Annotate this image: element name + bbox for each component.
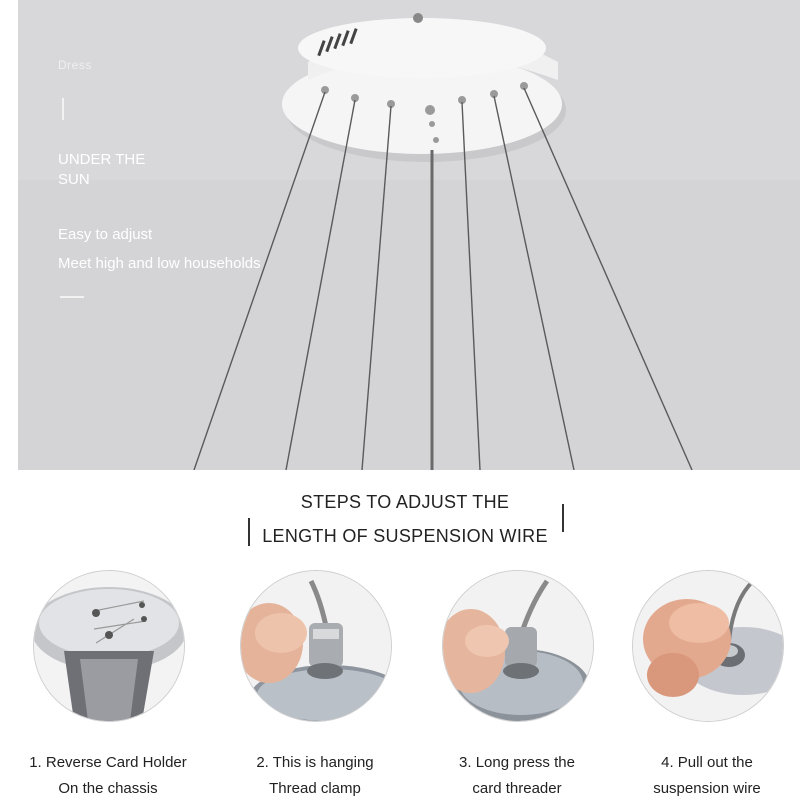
accent-vertical-bar <box>62 98 64 120</box>
hero-headline-line1: UNDER THE <box>58 151 146 168</box>
step-1-caption-line1: 1. Reverse Card Holder <box>29 754 187 771</box>
steps-title <box>244 484 566 554</box>
step-3-photo <box>442 570 594 722</box>
step-2-caption-line1: 2. This is hanging <box>256 754 374 771</box>
hero-subtitle-line1: Easy to adjust <box>58 226 153 243</box>
brand-label: Dress <box>58 58 92 72</box>
step-4-photo <box>632 570 784 722</box>
step-3-caption-line2: card threader <box>472 780 562 797</box>
hero-product-image <box>18 0 800 470</box>
step-3-caption <box>422 750 612 802</box>
step-1-photo <box>33 570 185 722</box>
card-threader-photo <box>443 571 593 721</box>
pull-wire-photo <box>633 571 783 721</box>
chassis-card-holder-photo <box>34 571 184 721</box>
step-2-caption-line2: Thread clamp <box>269 780 361 797</box>
step-2-photo <box>240 570 392 722</box>
hero-subtitle-line2: Meet high and low households <box>58 255 261 272</box>
canopy-screw <box>413 13 423 23</box>
step-3-caption-line1: 3. Long press the <box>459 754 575 771</box>
steps-title-line2: LENGTH OF SUSPENSION WIRE <box>262 526 548 546</box>
hero-headline-line2: SUN <box>58 171 90 188</box>
accent-horizontal-bar <box>60 296 84 298</box>
step-4-caption-line1: 4. Pull out the <box>661 754 753 771</box>
steps-title-line1: STEPS TO ADJUST THE <box>300 492 510 512</box>
step-2-caption <box>220 750 410 802</box>
thread-clamp-photo <box>241 571 391 721</box>
step-4-caption-line2: suspension wire <box>653 780 761 797</box>
step-4-caption <box>612 750 800 802</box>
step-1-caption <box>13 750 203 802</box>
step-1-caption-line2: On the chassis <box>58 780 158 797</box>
hero-headline <box>58 150 178 190</box>
